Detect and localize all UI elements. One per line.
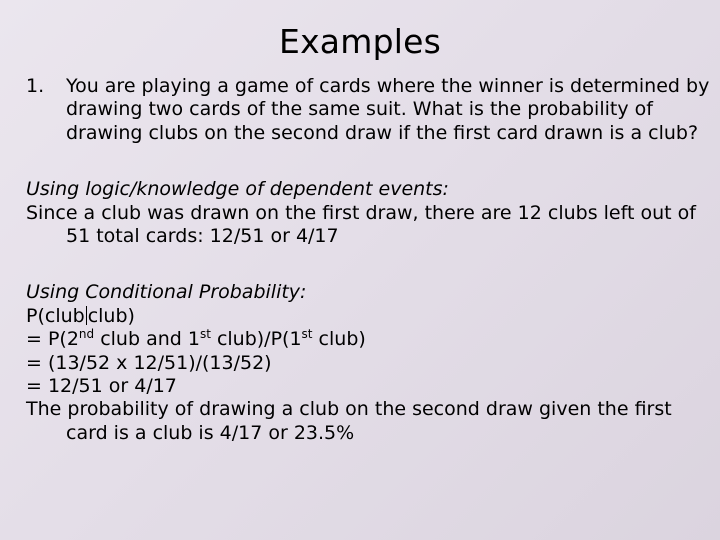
formula-part-d: club)	[312, 328, 366, 351]
question-text: You are playing a game of cards where the winner is determined by drawing two cards of the same suit. What is the probability of drawing clubs on the second draw if the first card drawn is a club?	[66, 75, 710, 144]
formula-sup-st-1: st	[199, 327, 211, 342]
conditional-formula-line	[26, 328, 714, 351]
formula-part-b: club and 1	[94, 328, 200, 351]
formula-sup-nd: nd	[78, 327, 95, 342]
slide-title: Examples	[279, 22, 441, 61]
slide-body	[26, 75, 714, 445]
logic-text: Since a club was drawn on the first draw, there are 12 clubs left out of 51 total cards: 12/51 or 4/17	[26, 201, 696, 248]
formula-part-a: = P(2	[26, 328, 79, 351]
conditional-substitution-line: = (13/52 x 12/51)/(13/52)	[26, 351, 272, 374]
conditional-conclusion: The probability of drawing a club on the second draw given the first card is a club is 4/17 or 23.5%	[26, 398, 672, 444]
conditional-result-line: = 12/51 or 4/17	[26, 375, 177, 398]
question-item	[26, 75, 714, 145]
logic-heading: Using logic/knowledge of dependent events:	[26, 178, 449, 201]
conditional-notation-line	[26, 305, 714, 328]
conditional-heading: Using Conditional Probability:	[26, 281, 307, 304]
formula-part-c: club)/P(1	[210, 328, 302, 351]
notation-part-a: P(club	[26, 304, 85, 327]
formula-sup-st-2: st	[301, 327, 313, 342]
given-bar	[86, 306, 87, 325]
question-number: 1.	[26, 75, 45, 97]
notation-part-b: club)	[87, 304, 135, 327]
